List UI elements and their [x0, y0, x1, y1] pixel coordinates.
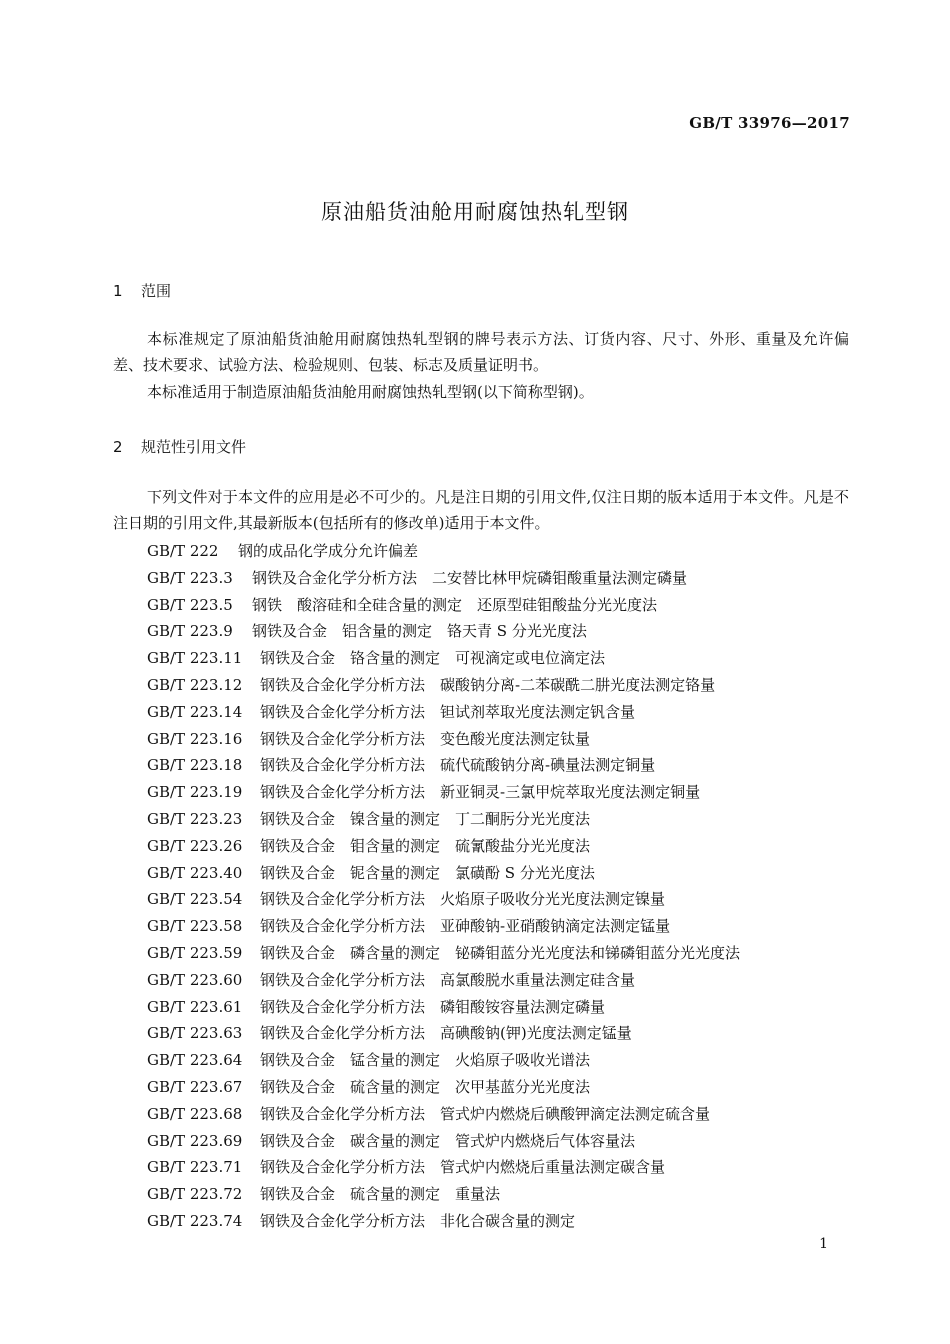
reference-title: 钢铁及合金化学分析方法 管式炉内燃烧后重量法测定碳含量: [260, 1158, 666, 1177]
reference-item: [147, 886, 740, 913]
reference-item: [147, 1047, 740, 1074]
reference-title: 钢铁及合金化学分析方法 钽试剂萃取光度法测定钒含量: [260, 702, 636, 721]
reference-title: 钢的成品化学成分允许偏差: [238, 542, 419, 560]
reference-item: [147, 565, 740, 592]
reference-code: GB/T 223.3: [147, 568, 233, 587]
reference-title: 钢铁及合金化学分析方法 非化合碳含量的测定: [260, 1211, 576, 1230]
reference-item: [147, 752, 740, 779]
section-1-heading: [113, 280, 171, 301]
reference-item: [147, 618, 740, 645]
section-1-paragraph-1: 本标准规定了原油船货油舱用耐腐蚀热轧型钢的牌号表示方法、订货内容、尺寸、外形、重量及允许偏差、技术要求、试验方法、检验规则、包装、标志及质量证明书。: [113, 330, 849, 374]
reference-code: GB/T 223.26: [147, 836, 243, 855]
reference-title: 钢铁及合金化学分析方法 管式炉内燃烧后碘酸钾滴定法测定硫含量: [260, 1104, 711, 1123]
section-1-paragraph-2: 本标准适用于制造原油船货油舱用耐腐蚀热轧型钢(以下简称型钢)。: [147, 383, 594, 401]
reference-title: 钢铁及合金化学分析方法 碳酸钠分离-二苯碳酰二肼光度法测定铬量: [260, 675, 716, 694]
reference-title: 钢铁及合金 铝含量的测定 铬天青 S 分光光度法: [252, 622, 587, 641]
reference-item: [147, 913, 740, 940]
reference-item: [147, 994, 740, 1021]
reference-title: 钢铁及合金化学分析方法 火焰原子吸收分光光度法测定镍量: [260, 890, 666, 909]
section-2-number: 2: [113, 438, 123, 456]
reference-code: GB/T 223.9: [147, 622, 233, 641]
reference-item: [147, 1154, 740, 1181]
section-1-title: 范围: [141, 282, 172, 300]
reference-code: GB/T 223.63: [147, 1024, 243, 1043]
reference-title: 钢铁及合金化学分析方法 高氯酸脱水重量法测定硅含量: [260, 970, 636, 989]
reference-code: GB/T 223.59: [147, 943, 243, 962]
reference-item: [147, 1101, 740, 1128]
reference-title: 钢铁 酸溶硅和全硅含量的测定 还原型硅钼酸盐分光光度法: [252, 595, 658, 614]
reference-title: 钢铁及合金 钼含量的测定 硫氰酸盐分光光度法: [260, 836, 591, 855]
reference-title: 钢铁及合金 硫含量的测定 重量法: [260, 1185, 501, 1204]
reference-item: [147, 672, 740, 699]
reference-title: 钢铁及合金化学分析方法 硫代硫酸钠分离-碘量法测定铜量: [260, 756, 656, 775]
reference-item: [147, 779, 740, 806]
reference-code: GB/T 223.5: [147, 595, 233, 614]
reference-item: [147, 538, 740, 565]
reference-item: [147, 1020, 740, 1047]
reference-code: GB/T 223.19: [147, 783, 243, 802]
reference-item: [147, 1074, 740, 1101]
reference-title: 钢铁及合金化学分析方法 二安替比林甲烷磷钼酸重量法测定磷量: [252, 568, 688, 587]
reference-item: [147, 940, 740, 967]
section-1-number: 1: [113, 282, 123, 300]
reference-code: GB/T 223.74: [147, 1211, 243, 1230]
reference-item: [147, 833, 740, 860]
reference-title: 钢铁及合金化学分析方法 亚砷酸钠-亚硝酸钠滴定法测定锰量: [260, 917, 671, 936]
reference-code: GB/T 223.60: [147, 970, 243, 989]
reference-title: 钢铁及合金 铌含量的测定 氯磺酚 S 分光光度法: [260, 863, 595, 882]
reference-item: [147, 1181, 740, 1208]
reference-item: [147, 1128, 740, 1155]
reference-list: [147, 538, 740, 1235]
section-2-heading: [113, 436, 246, 457]
reference-code: GB/T 223.61: [147, 997, 243, 1016]
reference-title: 钢铁及合金 碳含量的测定 管式炉内燃烧后气体容量法: [260, 1131, 636, 1150]
reference-code: GB/T 223.54: [147, 890, 243, 909]
reference-title: 钢铁及合金化学分析方法 高碘酸钠(钾)光度法测定锰量: [260, 1024, 632, 1043]
standard-code: GB/T 33976—2017: [689, 114, 850, 132]
reference-title: 钢铁及合金 锰含量的测定 火焰原子吸收光谱法: [260, 1051, 591, 1070]
reference-code: GB/T 223.11: [147, 649, 243, 668]
reference-code: GB/T 223.23: [147, 809, 243, 828]
document-title: 原油船货油舱用耐腐蚀热轧型钢: [321, 200, 629, 224]
reference-code: GB/T 223.16: [147, 729, 243, 748]
reference-code: GB/T 223.58: [147, 917, 243, 936]
reference-title: 钢铁及合金化学分析方法 新亚铜灵-三氯甲烷萃取光度法测定铜量: [260, 783, 701, 802]
reference-code: GB/T 223.71: [147, 1158, 243, 1177]
section-2-intro: 下列文件对于本文件的应用是必不可少的。凡是注日期的引用文件,仅注日期的版本适用于本文件。凡是不注日期的引用文件,其最新版本(包括所有的修改单)适用于本文件。: [113, 488, 849, 532]
reference-item: [147, 1208, 740, 1235]
reference-code: GB/T 223.67: [147, 1077, 243, 1096]
reference-code: GB/T 223.12: [147, 675, 243, 694]
reference-item: [147, 592, 740, 619]
reference-title: 钢铁及合金化学分析方法 变色酸光度法测定钛量: [260, 729, 591, 748]
page-number: 1: [819, 1236, 828, 1252]
reference-code: GB/T 223.72: [147, 1185, 243, 1204]
reference-code: GB/T 223.69: [147, 1131, 243, 1150]
reference-item: [147, 967, 740, 994]
reference-code: GB/T 222: [147, 542, 219, 560]
reference-item: [147, 645, 740, 672]
reference-title: 钢铁及合金 磷含量的测定 铋磷钼蓝分光光度法和锑磷钼蓝分光光度法: [260, 943, 741, 962]
reference-code: GB/T 223.18: [147, 756, 243, 775]
reference-item: [147, 806, 740, 833]
reference-title: 钢铁及合金 铬含量的测定 可视滴定或电位滴定法: [260, 649, 606, 668]
reference-code: GB/T 223.40: [147, 863, 243, 882]
reference-code: GB/T 223.64: [147, 1051, 243, 1070]
reference-item: [147, 726, 740, 753]
reference-item: [147, 699, 740, 726]
reference-title: 钢铁及合金 硫含量的测定 次甲基蓝分光光度法: [260, 1077, 591, 1096]
reference-title: 钢铁及合金化学分析方法 磷钼酸铵容量法测定磷量: [260, 997, 606, 1016]
reference-code: GB/T 223.68: [147, 1104, 243, 1123]
reference-title: 钢铁及合金 镍含量的测定 丁二酮肟分光光度法: [260, 809, 591, 828]
section-2-title: 规范性引用文件: [141, 438, 247, 456]
reference-code: GB/T 223.14: [147, 702, 243, 721]
reference-item: [147, 860, 740, 887]
